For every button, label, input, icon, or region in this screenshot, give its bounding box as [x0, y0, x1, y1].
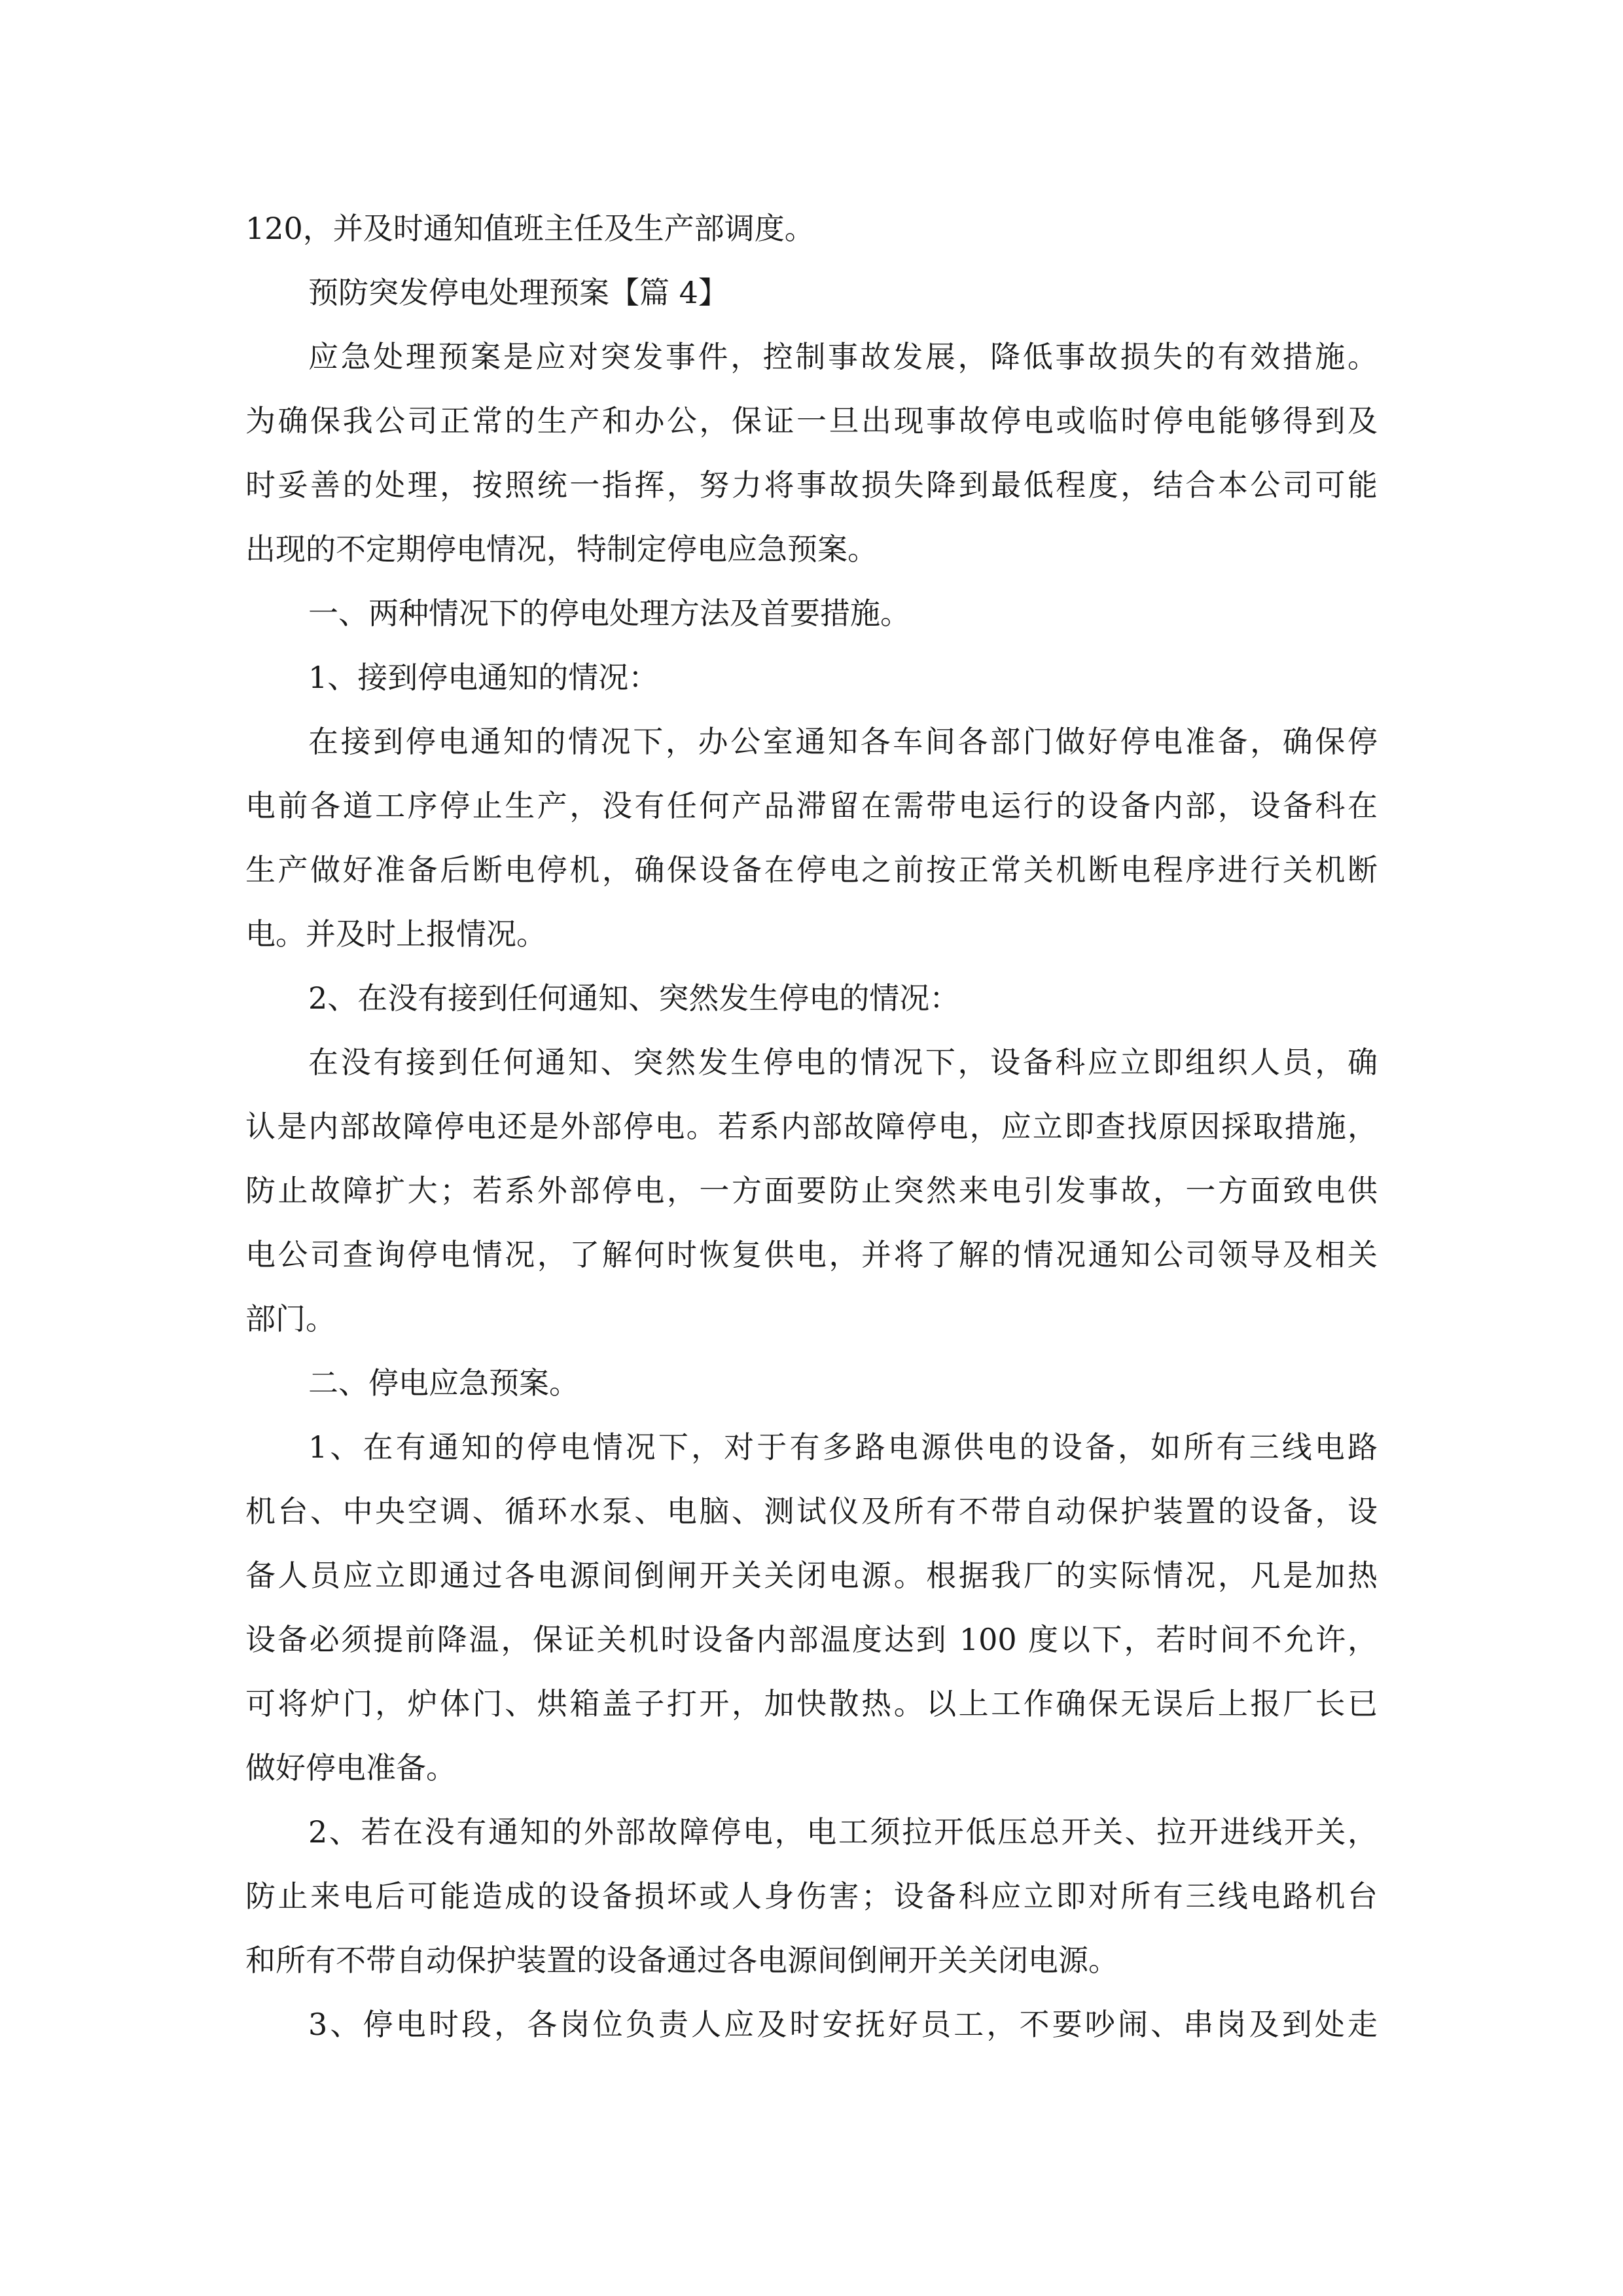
paragraph-line: 生产做好准备后断电停机，确保设备在停电之前按正常关机断电程序进行关机断 — [245, 852, 1378, 888]
paragraph-line: 防止来电后可能造成的设备损坏或人身伤害；设备科应立即对所有三线电路机台 — [245, 1878, 1378, 1914]
paragraph-line: 可将炉门，炉体门、烘箱盖子打开，加快散热。以上工作确保无误后上报厂长已 — [245, 1686, 1378, 1721]
paragraph-line: 机台、中央空调、循环水泵、电脑、测试仪及所有不带自动保护装置的设备，设 — [245, 1494, 1378, 1529]
paragraph-line: 应急处理预案是应对突发事件，控制事故发展，降低事故损失的有效措施。 — [308, 339, 1378, 374]
paragraph-line: 认是内部故障停电还是外部停电。若系内部故障停电，应立即查找原因採取措施， — [245, 1109, 1378, 1144]
subsection-heading: 2、在没有接到任何通知、突然发生停电的情况： — [308, 980, 960, 1016]
paragraph-line: 和所有不带自动保护装置的设备通过各电源间倒闸开关关闭电源。 — [245, 1943, 1118, 1978]
paragraph-line: 设备必须提前降温，保证关机时设备内部温度达到 100 度以下，若时间不允许， — [245, 1622, 1378, 1657]
paragraph-line: 做好停电准备。 — [245, 1750, 456, 1785]
paragraph-line: 120，并及时通知值班主任及生产部调度。 — [245, 211, 815, 246]
paragraph-line: 电前各道工序停止生产，没有任何产品滞留在需带电运行的设备内部，设备科在 — [245, 788, 1378, 823]
section-heading: 一、两种情况下的停电处理方法及首要措施。 — [308, 596, 910, 631]
paragraph-line: 为确保我公司正常的生产和办公，保证一旦出现事故停电或临时停电能够得到及 — [245, 403, 1378, 439]
paragraph-line: 在没有接到任何通知、突然发生停电的情况下，设备科应立即组织人员，确 — [308, 1045, 1378, 1080]
section-heading: 二、停电应急预案。 — [308, 1365, 579, 1401]
paragraph-line: 备人员应立即通过各电源间倒闸开关关闭电源。根据我厂的实际情况，凡是加热 — [245, 1558, 1378, 1593]
paragraph-line: 防止故障扩大；若系外部停电，一方面要防止突然来电引发事故，一方面致电供 — [245, 1173, 1378, 1208]
paragraph-line: 在接到停电通知的情况下，办公室通知各车间各部门做好停电准备，确保停 — [308, 724, 1378, 759]
document-body — [245, 196, 1378, 2056]
paragraph-line: 部门。 — [245, 1301, 336, 1336]
paragraph-line: 2、若在没有通知的外部故障停电，电工须拉开低压总开关、拉开进线开关， — [308, 1814, 1378, 1850]
paragraph-line: 出现的不定期停电情况，特制定停电应急预案。 — [245, 531, 878, 567]
paragraph-line: 3、停电时段，各岗位负责人应及时安抚好员工，不要吵闹、串岗及到处走 — [308, 2007, 1378, 2042]
section-heading: 预防突发停电处理预案【篇 4】 — [308, 275, 728, 310]
subsection-heading: 1、接到停电通知的情况： — [308, 660, 659, 695]
paragraph-line: 电。并及时上报情况。 — [245, 916, 546, 952]
paragraph-line: 时妥善的处理，按照统一指挥，努力将事故损失降到最低程度，结合本公司可能 — [245, 467, 1378, 503]
paragraph-line: 1、在有通知的停电情况下，对于有多路电源供电的设备，如所有三线电路 — [308, 1429, 1378, 1465]
paragraph-line: 电公司查询停电情况，了解何时恢复供电，并将了解的情况通知公司领导及相关 — [245, 1237, 1378, 1272]
